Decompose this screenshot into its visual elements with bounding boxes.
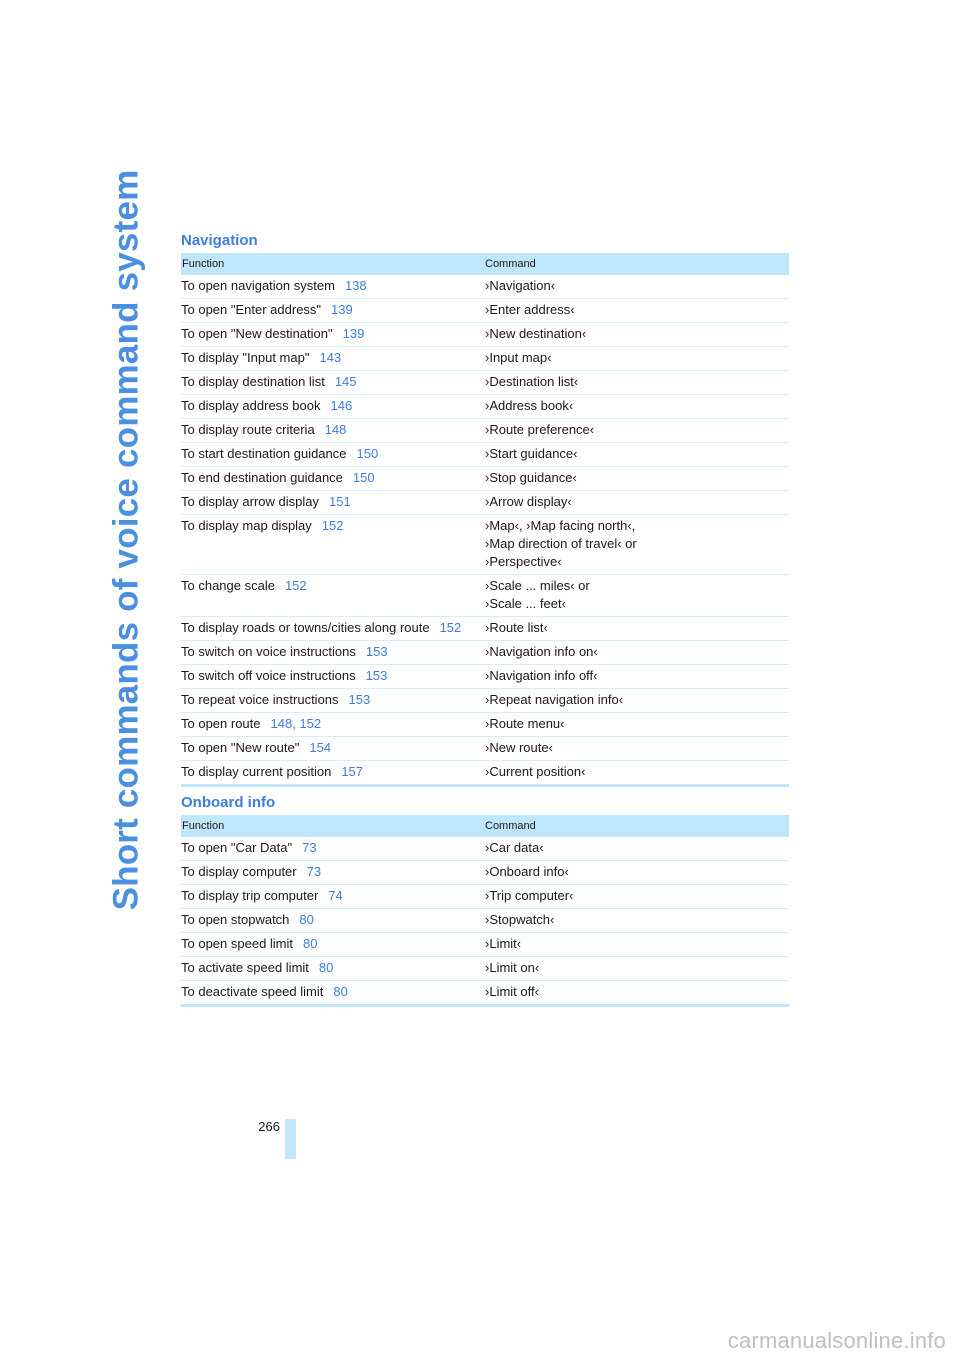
- function-header: Function: [182, 258, 225, 270]
- command-text: ›Start guidance‹: [485, 446, 578, 461]
- function-cell: [181, 689, 485, 713]
- page-reference-link[interactable]: 153: [348, 692, 371, 707]
- command-text: ›Input map‹: [485, 350, 552, 365]
- page-reference-link[interactable]: 152: [439, 620, 462, 635]
- function-text: To display map display: [181, 518, 312, 533]
- table-row: [181, 957, 789, 981]
- page-reference-link[interactable]: 139: [342, 326, 365, 341]
- command-cell: [485, 467, 789, 491]
- function-text: To display route criteria: [181, 422, 315, 437]
- table-row: [181, 933, 789, 957]
- page-reference-link[interactable]: 139: [331, 302, 353, 317]
- page-reference-link[interactable]: 138: [344, 278, 367, 293]
- command-text: ›Route list‹: [485, 620, 548, 635]
- function-text: To display address book: [181, 398, 321, 413]
- function-text: To end destination guidance: [181, 470, 343, 485]
- table-header-row: [181, 253, 789, 275]
- command-cell: [485, 275, 789, 299]
- command-text: ›Navigation info off‹: [485, 668, 598, 683]
- table-row: [181, 617, 789, 641]
- command-cell: [485, 981, 789, 1006]
- page-reference-link[interactable]: 148: [324, 422, 347, 437]
- function-cell: [181, 665, 485, 689]
- command-cell: [485, 761, 789, 786]
- page-reference-link[interactable]: 80: [318, 960, 334, 975]
- command-text: ›New destination‹: [485, 326, 587, 341]
- navigation-heading: Navigation: [181, 232, 258, 249]
- page-reference-link[interactable]: 73: [306, 864, 322, 879]
- command-text: ›Current position‹: [485, 764, 586, 779]
- function-cell: [181, 575, 485, 617]
- function-text: To display arrow display: [181, 494, 320, 509]
- page-reference-link[interactable]: 157: [341, 764, 364, 779]
- function-cell: [181, 761, 485, 786]
- page-reference-link[interactable]: 152: [284, 578, 307, 593]
- table-row: [181, 689, 789, 713]
- command-text: ›Map‹, ›Map facing north‹,: [485, 518, 636, 533]
- function-cell: [181, 299, 485, 323]
- page-number: 266: [258, 1119, 280, 1134]
- command-text: ›Limit off‹: [485, 984, 539, 999]
- table-row: [181, 275, 789, 299]
- function-cell: [181, 347, 485, 371]
- function-cell: [181, 443, 485, 467]
- command-cell: [485, 617, 789, 641]
- table-row: [181, 909, 789, 933]
- function-text: To start destination guidance: [181, 446, 347, 461]
- navigation-table: [181, 253, 789, 787]
- table-row: [181, 371, 789, 395]
- function-text: To open "New route": [181, 740, 300, 755]
- command-text: ›New route‹: [485, 740, 553, 755]
- table-row: [181, 491, 789, 515]
- command-text: ›Perspective‹: [485, 554, 562, 569]
- page-reference-link[interactable]: 153: [365, 668, 388, 683]
- function-text: To display destination list: [181, 374, 325, 389]
- table-row: [181, 347, 789, 371]
- function-text: To switch off voice instructions: [181, 668, 356, 683]
- command-cell: [485, 575, 789, 617]
- page-reference-link[interactable]: 143: [319, 350, 342, 365]
- command-cell: [485, 885, 789, 909]
- onboard-info-table: [181, 815, 789, 1007]
- function-cell: [181, 861, 485, 885]
- page-reference-link[interactable]: 153: [365, 644, 388, 659]
- command-text: ›Route menu‹: [485, 716, 565, 731]
- function-text: To display "Input map": [181, 350, 310, 365]
- function-cell: [181, 515, 485, 575]
- command-text: ›Limit‹: [485, 936, 522, 951]
- command-text: ›Route preference‹: [485, 422, 595, 437]
- watermark: carmanualsonline.info: [727, 1328, 946, 1353]
- page-reference-link[interactable]: 80: [333, 984, 348, 999]
- function-cell: [181, 641, 485, 665]
- page-reference-link[interactable]: 151: [329, 494, 351, 509]
- table-row: [181, 419, 789, 443]
- function-cell: [181, 909, 485, 933]
- function-cell: [181, 275, 485, 299]
- function-cell: [181, 371, 485, 395]
- command-cell: [485, 933, 789, 957]
- function-text: To display current position: [181, 764, 332, 779]
- command-cell: [485, 665, 789, 689]
- page-reference-link[interactable]: 150: [352, 470, 375, 485]
- page-reference-link[interactable]: 80: [303, 936, 318, 951]
- command-text: ›Stopwatch‹: [485, 912, 555, 927]
- command-text: ›Limit on‹: [485, 960, 540, 975]
- function-cell: [181, 957, 485, 981]
- command-header: Command: [485, 258, 536, 270]
- command-cell: [485, 737, 789, 761]
- function-cell: [181, 467, 485, 491]
- command-cell: [485, 641, 789, 665]
- command-cell: [485, 347, 789, 371]
- onboard-info-heading: Onboard info: [181, 794, 276, 811]
- command-cell: [485, 299, 789, 323]
- command-text: ›Enter address‹: [485, 302, 575, 317]
- command-cell: [485, 395, 789, 419]
- function-cell: [181, 617, 485, 641]
- table-row: [181, 665, 789, 689]
- table-row: [181, 981, 789, 1006]
- function-text: To open speed limit: [181, 936, 294, 951]
- command-text: ›Trip computer‹: [485, 888, 574, 903]
- command-cell: [485, 491, 789, 515]
- function-text: To display trip computer: [181, 888, 319, 903]
- function-cell: [181, 933, 485, 957]
- function-text: To repeat voice instructions: [181, 692, 339, 707]
- command-text: ›Scale ... feet‹: [485, 596, 566, 611]
- function-cell: [181, 713, 485, 737]
- command-text: ›Destination list‹: [485, 374, 579, 389]
- table-row: [181, 885, 789, 909]
- command-cell: [485, 957, 789, 981]
- command-text: ›Arrow display‹: [485, 494, 572, 509]
- table-row: [181, 737, 789, 761]
- page-reference-link[interactable]: 80: [299, 912, 314, 927]
- table-row: [181, 837, 789, 861]
- function-text: To open "Car Data": [181, 840, 293, 855]
- command-cell: [485, 909, 789, 933]
- command-text: ›Map direction of travel‹ or: [485, 536, 637, 551]
- command-text: ›Onboard info‹: [485, 864, 569, 879]
- page-number-bar: [285, 1119, 296, 1159]
- function-text: To display roads or towns/cities along route: [181, 620, 430, 635]
- command-text: ›Repeat navigation info‹: [485, 692, 624, 707]
- command-cell: [485, 837, 789, 861]
- table-row: [181, 641, 789, 665]
- page-reference-link[interactable]: 146: [330, 398, 353, 413]
- function-text: To deactivate speed limit: [181, 984, 324, 999]
- function-text: To open route: [181, 716, 261, 731]
- command-text: ›Stop guidance‹: [485, 470, 577, 485]
- table-row: [181, 713, 789, 737]
- page-reference-link[interactable]: 152: [321, 518, 344, 533]
- function-text: To change scale: [181, 578, 275, 593]
- command-text: ›Address book‹: [485, 398, 574, 413]
- function-cell: [181, 737, 485, 761]
- function-cell: [181, 491, 485, 515]
- table-row: [181, 443, 789, 467]
- table-row: [181, 761, 789, 786]
- function-text: To open "New destination": [181, 326, 333, 341]
- function-text: To display computer: [181, 864, 297, 879]
- onboard-info-table-body: [181, 837, 789, 1006]
- navigation-section: [181, 229, 789, 787]
- function-cell: [181, 323, 485, 347]
- function-text: To open navigation system: [181, 278, 335, 293]
- table-row: [181, 323, 789, 347]
- command-cell: [485, 861, 789, 885]
- function-cell: [181, 419, 485, 443]
- function-cell: [181, 837, 485, 861]
- command-text: ›Navigation info on‹: [485, 644, 598, 659]
- function-cell: [181, 885, 485, 909]
- navigation-table-body: [181, 275, 789, 786]
- command-cell: [485, 323, 789, 347]
- page-reference-link[interactable]: 154: [309, 740, 332, 755]
- table-header-row: [181, 815, 789, 837]
- table-row: [181, 515, 789, 575]
- table-row: [181, 395, 789, 419]
- page-reference-link[interactable]: 150: [356, 446, 379, 461]
- function-text: To switch on voice instructions: [181, 644, 356, 659]
- command-cell: [485, 713, 789, 737]
- command-cell: [485, 515, 789, 575]
- command-text: ›Scale ... miles‹ or: [485, 578, 590, 593]
- command-header: Command: [485, 820, 536, 832]
- onboard-info-section: [181, 791, 789, 1007]
- page-reference-link[interactable]: 148, 152: [270, 716, 322, 731]
- page-reference-link[interactable]: 145: [334, 374, 357, 389]
- function-cell: [181, 981, 485, 1006]
- command-text: ›Car data‹: [485, 840, 544, 855]
- page-reference-link[interactable]: 74: [328, 888, 343, 903]
- function-header: Function: [182, 820, 225, 832]
- side-section-title: [96, 169, 156, 911]
- table-row: [181, 575, 789, 617]
- command-cell: [485, 371, 789, 395]
- table-row: [181, 299, 789, 323]
- side-section-title-text: Short commands of voice command system: [106, 169, 146, 911]
- table-row: [181, 467, 789, 491]
- command-text: ›Navigation‹: [485, 278, 556, 293]
- command-cell: [485, 443, 789, 467]
- function-text: To open stopwatch: [181, 912, 290, 927]
- command-cell: [485, 419, 789, 443]
- command-cell: [485, 689, 789, 713]
- function-text: To open "Enter address": [181, 302, 322, 317]
- function-cell: [181, 395, 485, 419]
- function-text: To activate speed limit: [181, 960, 309, 975]
- page-reference-link[interactable]: 73: [302, 840, 317, 855]
- table-row: [181, 861, 789, 885]
